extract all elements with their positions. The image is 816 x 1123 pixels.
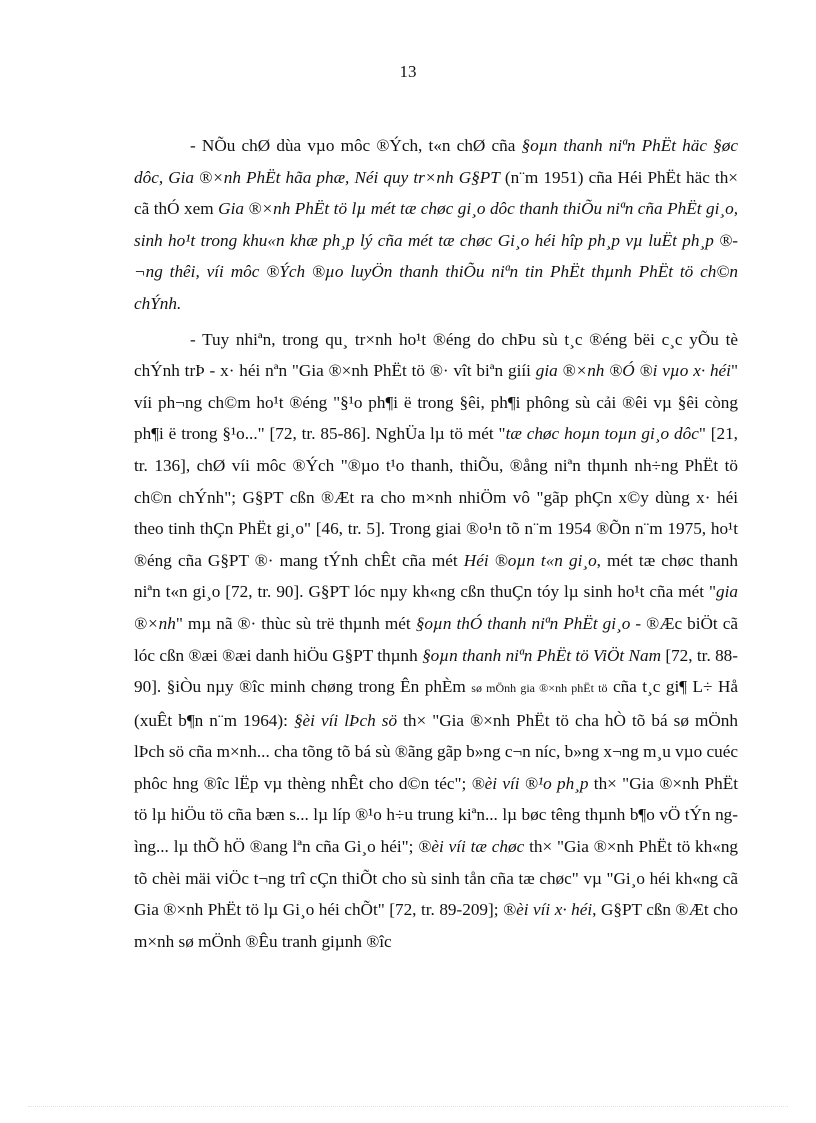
- text-run: cña t¸c gi¶ L÷ Hå (xuÊt b¶n n¨m 1964):: [134, 677, 738, 730]
- italic-text-run: ®èi víi ®¹o ph¸p: [471, 773, 589, 793]
- text-run: th× "Gia ®×nh PhËt tö lµ hiÖu tö cña bæn s... lµ líp ®¹o h÷u trung kiªn... lµ bøc têng thµnh b¶o vÖ tÝn ngìng... lµ thÕ hÖ ®ang lªn cña Gi¸o héi";: [134, 773, 738, 857]
- paragraph-1: [134, 130, 738, 320]
- italic-text-run: §èi víi lÞch sö: [293, 710, 398, 730]
- page-bottom-divider: [28, 1106, 788, 1107]
- italic-text-run: ®èi víi x· héi: [503, 900, 593, 920]
- text-run: - Tuy nhiªn, trong qu¸ tr×nh ho¹t ®éng do chÞu sù t¸c ®éng bëi c¸c yÕu tè chÝnh trÞ - x· héi nªn "Gia ®×nh PhËt tö ®· vît biªn giíi: [134, 329, 738, 381]
- italic-text-run: gia ®×nh: [134, 582, 738, 633]
- page-number: 13: [399, 62, 417, 81]
- text-run: " [21, tr. 136], chØ víi môc ®Ých "®µo t¹o thanh, thiÕu, ®ång niªn thµnh nh÷ng PhËt tö ch©n chÝnh"; G§PT cßn ®Æt ra cho m×nh nhiÖm vô "gãp phÇn x©y dùng x· héi theo tinh thÇn PhËt gi¸o" [46, tr. 5]. Trong giai ®o¹n tõ n¨m 1954 ®Õn n¨m 1975, ho¹t ®éng cña G§PT ®· mang tÝnh chÊt cña mét: [134, 424, 738, 570]
- body-text: [134, 130, 738, 957]
- text-run: " víi ph¬ng ch©m ho¹t ®éng "§¹o ph¶i ë trong §êi, ph¶i phông sù cải ®êi vµ §êi còng ph¶i ë trong §¹o..." [72, tr. 85-86]. NghÜa lµ tö mét ": [134, 361, 738, 444]
- italic-text-run: §oµn thanh niªn PhËt häc §øc dôc, Gia ®×nh PhËt hãa phæ, Néi quy tr×nh G§PT: [134, 136, 738, 187]
- text-run: th× "Gia ®×nh PhËt tö cha hÒ tõ bá sø mÖnh lÞch sö cña m×nh... cha tõng tõ bá sù ®ãng gãp b»ng c¬n níc, b»ng x¬ng m¸u vµo cuéc phôc hng ®îc lËp vµ thèng nhÊt cho d©n téc";: [134, 710, 738, 793]
- italic-text-run: gia ®×nh: [535, 361, 605, 381]
- italic-text-run: ®Ó ®i vµo: [609, 361, 694, 381]
- italic-text-run: §oµn thÓ thanh niªn PhËt gi¸o: [415, 613, 631, 633]
- italic-text-run: Héi ®oµn t«n gi¸o: [463, 550, 597, 570]
- small-text-run: sø mÖnh gia ®×nh phËt tö: [471, 681, 608, 696]
- text-run: th× "Gia ®×nh PhËt tö kh«ng tõ chèi mäi viÖc t¬ng trî cÇn thiÕt cho sù sinh tån cña tæ chøc" vµ "Gi¸o héi kh«ng cã Gia ®×nh PhËt tö lµ Gi¸o héi chÕt" [72, tr. 89-209];: [134, 837, 739, 920]
- italic-text-run: §oµn thanh niªn PhËt tö ViÖt Nam: [422, 645, 662, 665]
- paragraph-2: [134, 324, 738, 958]
- text-run: - ®Æc biÖt cã lóc cßn ®æi ®æi danh hiÖu G§PT thµnh: [134, 613, 738, 665]
- italic-text-run: tæ chøc hoµn toµn gi¸o dôc: [505, 424, 699, 444]
- text-run: , G§PT cßn ®Æt cho m×nh sø mÖnh ®Êu tranh giµnh ®îc: [134, 900, 738, 951]
- text-run: " mµ nã ®· thùc sù trë thµnh mét: [175, 613, 416, 633]
- text-run: - NÕu chØ dùa vµo môc ®Ých, t«n chØ cña: [190, 136, 522, 155]
- italic-text-run: Gia ®×nh PhËt tö lµ mét tæ chøc gi¸o dôc thanh thiÕu niªn cña PhËt gi¸o, sinh ho¹t trong khu«n khæ ph¸p lý cña mét tæ chøc Gi¸o héi hîp ph¸p vµ luËt ph¸p ®¬ng thêi, víi môc ®Ých ®µo luyÖn thanh thiÕu niªn tin PhËt thµnh PhËt tö ch©n chÝnh.: [134, 199, 738, 313]
- text-run: , mét tæ chøc thanh niªn t«n gi¸o [72, tr. 90]. G§PT lóc nµy kh«ng cßn thuÇn tóy lµ sinh ho¹t cña mét ": [134, 550, 738, 602]
- text-run: (n¨m 1951) cña Héi PhËt häc th× cã thÓ xem: [134, 167, 738, 219]
- italic-text-run: x· héi: [693, 361, 731, 381]
- text-run: [72, tr. 88-90]. §iÒu nµy ®îc minh chøng trong Ên phÈm: [134, 645, 738, 697]
- italic-text-run: ®èi víi tæ chøc: [418, 837, 525, 857]
